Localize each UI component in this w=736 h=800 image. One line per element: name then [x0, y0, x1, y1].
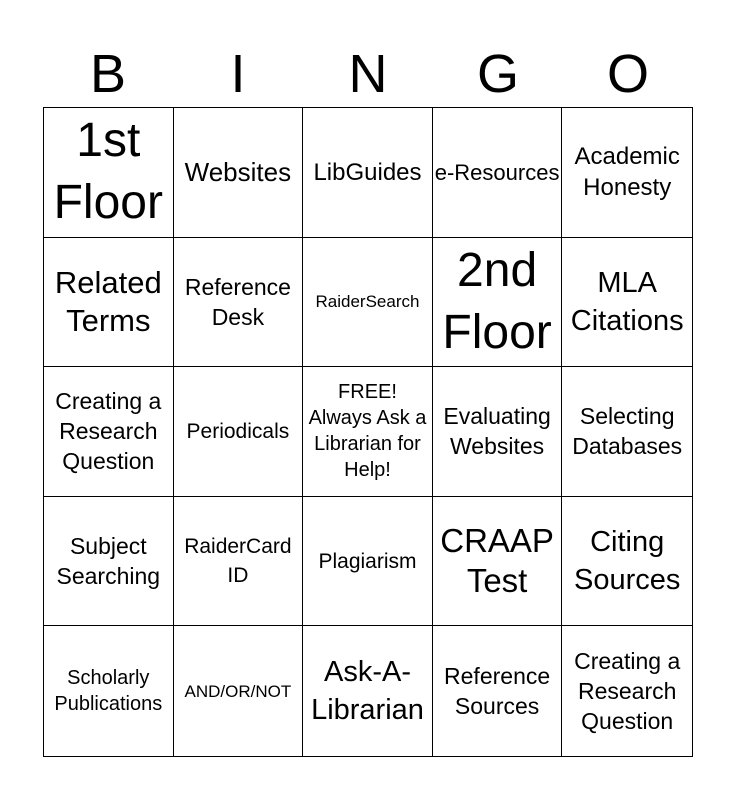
bingo-cell-b2[interactable]	[44, 238, 174, 368]
bingo-cell-n5[interactable]	[303, 626, 433, 756]
bingo-cell-o1[interactable]	[562, 108, 692, 238]
header-letter-n: N	[348, 44, 388, 104]
bingo-header	[43, 40, 693, 108]
bingo-board	[43, 107, 693, 757]
bingo-cell-i1[interactable]	[174, 108, 304, 238]
cell-text: Related Terms	[54, 264, 162, 338]
cell-text: Citing Sources	[574, 526, 681, 597]
bingo-cell-i2[interactable]	[174, 238, 304, 368]
cell-text: RaiderSearch	[315, 292, 420, 312]
cell-text: MLA Citations	[570, 266, 684, 337]
bingo-cell-b4[interactable]	[44, 497, 174, 627]
bingo-cell-i4[interactable]	[174, 497, 304, 627]
header-letter-i: I	[230, 44, 246, 104]
bingo-cell-i3[interactable]	[174, 367, 304, 497]
bingo-cell-n4[interactable]	[303, 497, 433, 627]
cell-text: Selecting Databases	[572, 403, 683, 460]
cell-text: 2nd Floor	[442, 243, 552, 359]
cell-text: Scholarly Publications	[54, 667, 163, 716]
cell-text: Evaluating Websites	[443, 403, 551, 460]
cell-text: Academic Honesty	[574, 143, 680, 202]
header-letter-o: O	[606, 44, 649, 104]
bingo-cell-g1[interactable]	[433, 108, 563, 238]
bingo-cell-n1[interactable]	[303, 108, 433, 238]
header-letter-g: G	[476, 44, 519, 104]
bingo-cell-n3[interactable]	[303, 367, 433, 497]
bingo-cell-n2[interactable]	[303, 238, 433, 368]
cell-text: Websites	[184, 156, 292, 187]
cell-text: Creating a Research Question	[574, 648, 681, 735]
bingo-cell-g5[interactable]	[433, 626, 563, 756]
cell-text: CRAAP Test	[440, 522, 554, 600]
bingo-cell-b5[interactable]	[44, 626, 174, 756]
bingo-cell-i5[interactable]	[174, 626, 304, 756]
cell-text: Periodicals	[186, 419, 290, 443]
cell-text: Plagiarism	[318, 549, 417, 573]
cell-text: FREE! Always Ask a Librarian for Help!	[308, 381, 427, 482]
cell-text: Ask-A-Librarian	[311, 656, 424, 727]
cell-text: LibGuides	[313, 158, 422, 186]
bingo-cell-o2[interactable]	[562, 238, 692, 368]
bingo-cell-o3[interactable]	[562, 367, 692, 497]
bingo-cell-b3[interactable]	[44, 367, 174, 497]
cell-text: RaiderCard ID	[184, 535, 292, 588]
bingo-cell-g3[interactable]	[433, 367, 563, 497]
cell-text: Subject Searching	[56, 533, 161, 590]
bingo-cell-b1[interactable]	[44, 108, 174, 238]
cell-text: e-Resources	[434, 159, 560, 185]
header-letter-b: B	[89, 44, 127, 104]
cell-text: Reference Desk	[184, 273, 291, 330]
cell-text: Reference Sources	[444, 663, 551, 720]
cell-text: Creating a Research Question	[55, 388, 162, 475]
bingo-cell-o5[interactable]	[562, 626, 692, 756]
cell-text: 1st Floor	[53, 114, 163, 230]
bingo-cell-g4[interactable]	[433, 497, 563, 627]
bingo-cell-g2[interactable]	[433, 238, 563, 368]
cell-text: AND/OR/NOT	[184, 681, 292, 701]
bingo-cell-o4[interactable]	[562, 497, 692, 627]
